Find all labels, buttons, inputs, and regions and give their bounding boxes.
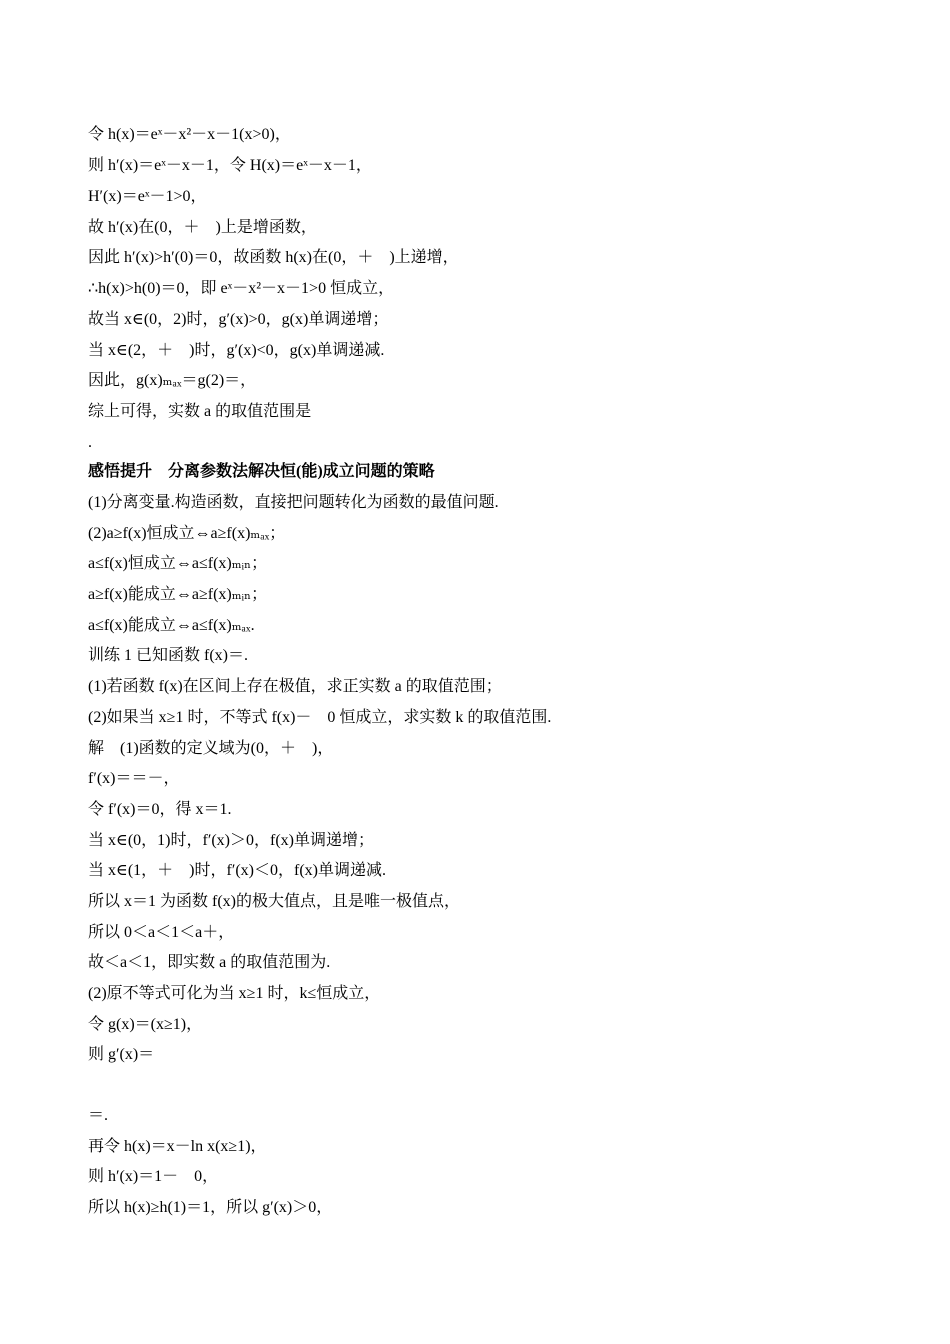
text-line: 故 h′(x)在(0，＋ )上是增函数， — [88, 219, 317, 236]
text-line: . — [88, 434, 92, 451]
text-line: (1)若函数 f(x)在区间上存在极值，求正实数 a 的取值范围； — [88, 678, 502, 695]
text-line: (2)原不等式可化为当 x≥1 时，k≤恒成立， — [88, 985, 381, 1002]
text-line: a≤f(x)能成立⇔a≤f(x)ₘₐₓ. — [88, 617, 255, 634]
text-line: 再令 h(x)＝x－ln x(x≥1)， — [88, 1138, 267, 1155]
text-line: (1)分离变量.构造函数，直接把问题转化为函数的最值问题. — [88, 494, 499, 511]
text-line: a≥f(x)能成立⇔a≥f(x)ₘᵢₙ； — [88, 586, 268, 603]
text-line: (2)a≥f(x)恒成立⇔a≥f(x)ₘₐₓ； — [88, 525, 286, 542]
text-line: 则 h′(x)＝eˣ－x－1，令 H(x)＝eˣ－x－1， — [88, 157, 372, 174]
text-line: H′(x)＝eˣ－1>0， — [88, 188, 207, 205]
text-line: (2)如果当 x≥1 时，不等式 f(x)－ 0 恒成立，求实数 k 的取值范围. — [88, 709, 552, 726]
text-line: 则 g′(x)＝ — [88, 1046, 155, 1063]
text-line: 则 h′(x)＝1－ 0， — [88, 1168, 219, 1185]
text-line: 当 x∈(0，1)时，f′(x)＞0，f(x)单调递增； — [88, 832, 374, 849]
text-line: ∴h(x)>h(0)＝0，即 eˣ－x²－x－1>0 恒成立， — [88, 280, 395, 297]
text-line: 故当 x∈(0，2)时，g′(x)>0，g(x)单调递增； — [88, 311, 389, 328]
text-line: ＝. — [88, 1107, 109, 1124]
text-line: 令 h(x)＝eˣ－x²－x－1(x>0)， — [88, 126, 291, 143]
text-line: 因此 h′(x)>h′(0)＝0，故函数 h(x)在(0，＋ )上递增， — [88, 249, 459, 266]
section-heading: 感悟提升 分离参数法解决恒(能)成立问题的策略 — [88, 463, 435, 480]
text-line: 令 f′(x)＝0，得 x＝1. — [88, 801, 232, 818]
exercise-heading: 训练 1 已知函数 f(x)＝. — [88, 647, 248, 664]
text-line: a≤f(x)恒成立⇔a≤f(x)ₘᵢₙ； — [88, 555, 268, 572]
text-line: f′(x)＝＝－， — [88, 770, 180, 787]
text-line: 故＜a＜1，即实数 a 的取值范围为. — [88, 954, 331, 971]
text-line: 解 (1)函数的定义域为(0，＋ )， — [88, 740, 334, 757]
text-line: 因此，g(x)ₘₐₓ＝g(2)＝， — [88, 372, 257, 389]
text-line: 所以 x＝1 为函数 f(x)的极大值点，且是唯一极值点， — [88, 893, 460, 910]
text-line: 当 x∈(1，＋ )时，f′(x)＜0，f(x)单调递减. — [88, 862, 386, 879]
text-line: 令 g(x)＝(x≥1)， — [88, 1016, 203, 1033]
text-line: 所以 0＜a＜1＜a＋， — [88, 924, 235, 941]
text-line: 当 x∈(2，＋ )时，g′(x)<0，g(x)单调递减. — [88, 342, 385, 359]
text-line: 所以 h(x)≥h(1)＝1，所以 g′(x)＞0， — [88, 1199, 333, 1216]
text-line: 综上可得，实数 a 的取值范围是 — [88, 403, 312, 420]
